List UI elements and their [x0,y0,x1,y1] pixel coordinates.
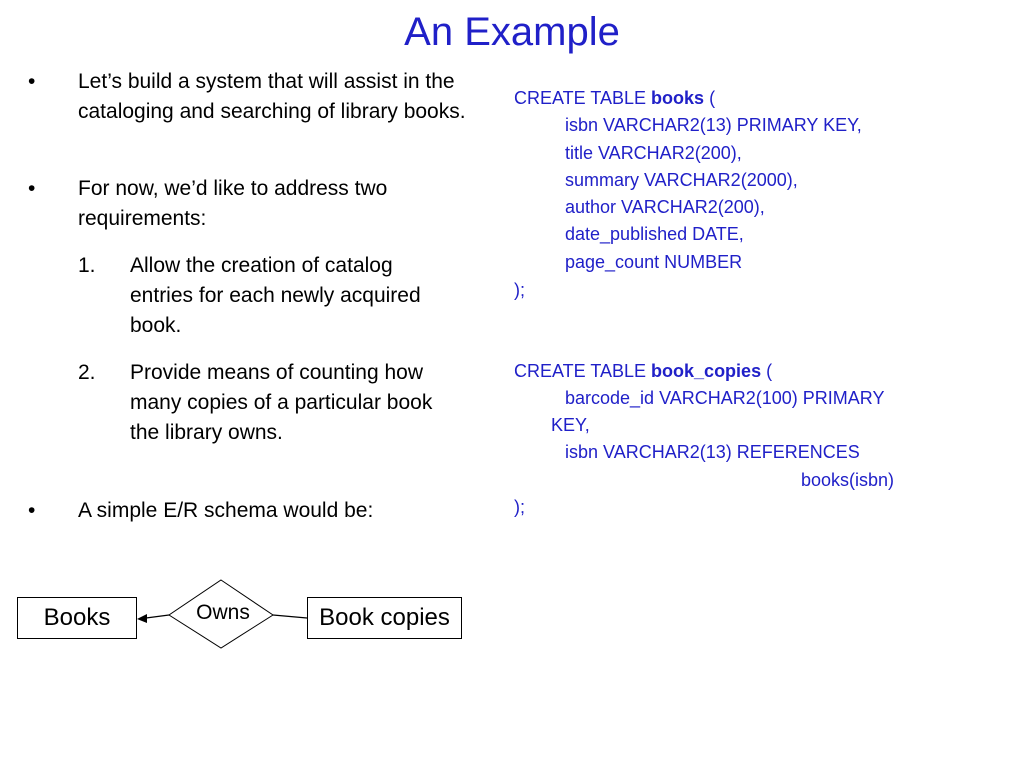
relationship-label: Owns [196,601,250,624]
entity-books: Books [17,597,137,639]
arrowhead [137,614,147,623]
connector-line-left [146,615,169,618]
sql-column-line: isbn VARCHAR2(13) PRIMARY KEY, [565,115,862,135]
bullet-text: Let’s build a system that will assist in the cataloging and searching of library books. [78,70,466,123]
slide-title: An Example [404,10,620,54]
er-diagram [0,570,500,660]
sql-paren: ( [704,88,716,108]
sql-column-line: KEY, [551,415,590,435]
number-marker: 2. [78,361,96,384]
left-column [0,0,500,768]
bullet-marker: • [28,70,36,93]
bullet-text: For now, we’d like to address two requirements: [78,177,388,230]
sql-column-line: author VARCHAR2(200), [565,197,765,217]
create-table-book-copies-line [514,358,772,385]
sql-column-line: page_count NUMBER [565,252,743,272]
numbered-text: Allow the creation of catalog entries for each newly acquired book. [130,254,421,337]
entity-book-copies: Book copies [307,597,462,639]
number-marker: 1. [78,254,96,277]
bullet-text: A simple E/R schema would be: [78,499,374,522]
table-name-books: books [651,88,705,108]
sql-column-line: summary VARCHAR2(2000), [565,170,798,190]
create-table-books-line [514,85,715,112]
sql-close-line: ); [514,280,525,300]
sql-close-line: ); [514,497,525,517]
sql-column-line: title VARCHAR2(200), [565,143,742,163]
bullet-marker: • [28,177,36,200]
sql-column-line: books(isbn) [801,470,895,490]
sql-column-line: barcode_id VARCHAR2(100) PRIMARY [565,388,885,408]
sql-column-line: isbn VARCHAR2(13) REFERENCES [565,442,860,462]
sql-keyword: CREATE TABLE [514,361,652,381]
sql-keyword: CREATE TABLE [514,88,652,108]
bullet-marker: • [28,499,36,522]
sql-column-line: date_published DATE, [565,224,744,244]
numbered-text: Provide means of counting how many copies of a particular book the library owns. [130,361,433,444]
table-name-book-copies: book_copies [651,361,762,381]
sql-paren: ( [761,361,773,381]
connector-line-right [273,615,307,618]
